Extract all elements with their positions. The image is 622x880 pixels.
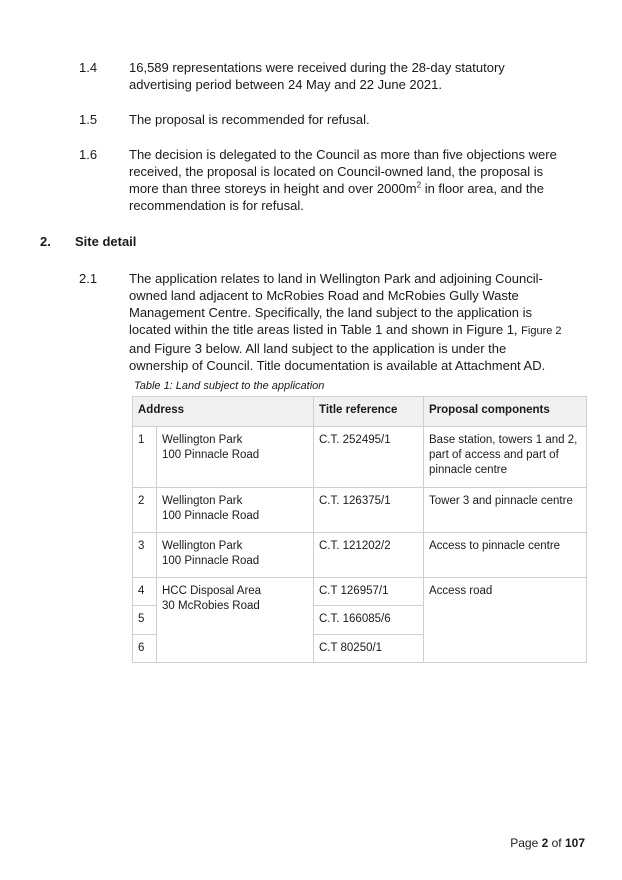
paragraph-number: 1.4 [79, 60, 98, 75]
row-title-reference: C.T. 126375/1 [314, 488, 424, 533]
land-table [132, 396, 587, 663]
footer-label: Page [510, 836, 542, 850]
address-line: 100 Pinnacle Road [162, 449, 260, 461]
paragraph-text-part: and Figure 3 below. All land subject to the application is under the ownership of Council. Title documentation is available at Attachment AD. [129, 341, 546, 373]
paragraph-text-part: The application relates to land in Wellington Park and adjoining Council-owned land adjacent to McRobies Road and McRobies Gully Waste Management Centre. Specifically, the land subject to the application is located within the title areas listed in Table 1 and shown in Figure 1, [129, 271, 543, 337]
row-proposal-components: Access road [424, 578, 587, 663]
current-page-number: 2 [541, 836, 549, 850]
table-row [133, 488, 587, 533]
table-caption: Table 1: Land subject to the application [134, 380, 325, 392]
paragraph-text [129, 270, 569, 374]
row-number: 3 [133, 533, 157, 578]
paragraph-text: 16,589 representations were received during the 28-day statutory advertising period between 24 May and 22 June 2021. [129, 60, 505, 92]
row-title-reference: C.T 126957/1 [314, 578, 424, 606]
paragraph-text [129, 146, 569, 214]
row-number: 4 [133, 578, 157, 606]
paragraph-text-part: The decision is delegated to the Council as more than five objections were received, the proposal is located on Council-owned land, the proposal is more than three storeys in height and over 2000m [129, 147, 557, 196]
row-address [157, 533, 314, 578]
table-row [133, 578, 587, 606]
superscript: 2 [416, 180, 422, 190]
section-number: 2. [40, 234, 51, 249]
row-proposal-components: Access to pinnacle centre [424, 533, 587, 578]
row-number: 1 [133, 427, 157, 488]
paragraph-number: 1.5 [79, 112, 98, 127]
table-row [133, 533, 587, 578]
row-proposal-components: Base station, towers 1 and 2, part of access and part of pinnacle centre [424, 427, 587, 488]
row-address [157, 427, 314, 488]
row-address [157, 488, 314, 533]
address-line: HCC Disposal Area [162, 585, 262, 597]
row-title-reference: C.T. 252495/1 [314, 427, 424, 488]
paragraph-text-part: in floor area, and the recommendation is for refusal. [129, 181, 544, 213]
address-line: Wellington Park [162, 540, 243, 552]
address-line: 30 McRobies Road [162, 600, 260, 612]
page-footer [510, 836, 585, 850]
address-line: 100 Pinnacle Road [162, 510, 260, 522]
row-number: 6 [133, 635, 157, 663]
address-line: 100 Pinnacle Road [162, 555, 260, 567]
paragraph-text: The proposal is recommended for refusal. [129, 112, 370, 127]
footer-label: of [548, 836, 565, 850]
row-title-reference: C.T. 121202/2 [314, 533, 424, 578]
row-title-reference: C.T 80250/1 [314, 635, 424, 663]
section-title: Site detail [75, 234, 137, 249]
row-number: 2 [133, 488, 157, 533]
row-address [157, 578, 314, 663]
figure-reference: Figure 2 [521, 325, 562, 337]
paragraph-number: 1.6 [79, 147, 98, 162]
header-address: Address [133, 397, 314, 427]
row-number: 5 [133, 606, 157, 635]
row-proposal-components: Tower 3 and pinnacle centre [424, 488, 587, 533]
address-line: Wellington Park [162, 495, 243, 507]
total-page-count: 107 [564, 836, 585, 850]
paragraph-number: 2.1 [79, 271, 98, 286]
address-line: Wellington Park [162, 434, 243, 446]
table-row [133, 427, 587, 488]
row-title-reference: C.T. 166085/6 [314, 606, 424, 635]
header-title-reference: Title reference [314, 397, 424, 427]
header-proposal-components: Proposal components [424, 397, 587, 427]
table-header-row [133, 397, 587, 427]
